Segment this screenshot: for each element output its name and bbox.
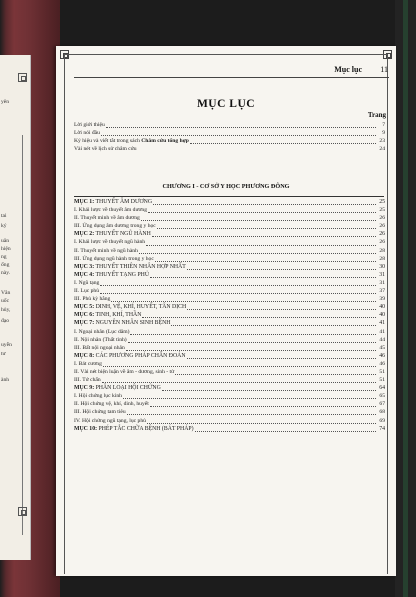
toc-entry-text — [74, 295, 110, 303]
leader-dots — [100, 280, 376, 286]
toc-entry[interactable] — [74, 247, 385, 255]
section-title: III. Hội chứng tam tiêu — [74, 409, 126, 416]
toc-entry[interactable] — [74, 206, 385, 214]
toc-entry[interactable] — [74, 121, 385, 129]
page-number: 11 — [380, 65, 388, 74]
toc-entry-page: 74 — [379, 425, 385, 432]
toc-entry-page: 65 — [379, 393, 385, 400]
left-page-fragment: uyễn — [1, 342, 12, 348]
section-title: THUYẾT NGŨ HÀNH — [94, 231, 151, 238]
toc-entry-text — [74, 238, 145, 246]
left-page-fragment: Văn — [1, 290, 11, 296]
toc-page — [56, 46, 396, 576]
frame-line-top — [64, 54, 388, 55]
section-label: MỤC 1: — [74, 199, 95, 205]
toc-entry[interactable] — [74, 417, 385, 425]
section-label: MỤC 10: — [74, 425, 98, 432]
corner-ornament — [18, 73, 27, 82]
section-title: NGUYÊN NHÂN SINH BỆNH — [94, 320, 171, 327]
toc-entry-page: 41 — [379, 320, 385, 327]
page-column-label: Trang — [367, 111, 386, 119]
toc-entry[interactable] — [74, 400, 385, 408]
section-title: III. Tứ chẩn — [74, 377, 101, 384]
toc-entry-text: Lời giới thiệu — [74, 122, 105, 128]
section-title: I. Khái lược về thuyết âm dương — [74, 207, 148, 214]
left-page-fragment: hủy, — [1, 307, 11, 313]
toc-section-entry[interactable] — [74, 384, 385, 392]
toc-entry[interactable] — [74, 238, 385, 246]
left-page-fragment: tư — [1, 351, 6, 357]
chapter-heading: CHƯƠNG I - CƠ SỞ Y HỌC PHƯƠNG ĐÔNG — [162, 183, 290, 190]
toc-entry-page: 26 — [379, 231, 385, 238]
section-title: II. Thuyết minh về âm dương — [74, 215, 140, 222]
toc-entry-text — [74, 336, 127, 344]
toc-entry-text — [74, 352, 186, 360]
front-matter-list — [74, 121, 385, 153]
toc-entry-text — [74, 271, 149, 279]
toc-entry-page: 51 — [379, 368, 385, 375]
section-title: II. Lục phủ — [74, 288, 100, 295]
corner-ornament — [18, 507, 27, 516]
toc-entry-text — [74, 384, 161, 392]
toc-entry-page: 40 — [379, 312, 385, 319]
toc-entry-page: 67 — [379, 401, 385, 408]
toc-entry-text — [74, 425, 194, 433]
leader-dots — [150, 401, 376, 407]
toc-entry-page: 44 — [379, 336, 385, 343]
toc-entry[interactable] — [74, 336, 385, 344]
toc-entry[interactable] — [74, 137, 385, 145]
toc-entry-page: 46 — [379, 352, 385, 359]
toc-section-entry[interactable] — [74, 425, 385, 433]
section-label: MỤC 7: — [74, 320, 95, 327]
toc-entry-text — [74, 400, 149, 408]
toc-entry[interactable] — [74, 344, 385, 352]
toc-entry-page: 41 — [379, 328, 385, 335]
toc-section-entry[interactable] — [74, 311, 385, 319]
running-title: Mục lục — [334, 65, 362, 74]
toc-entry-text — [74, 137, 189, 145]
left-page-fragment: này. — [1, 270, 11, 276]
leader-dots — [187, 304, 376, 310]
toc-entry-text — [74, 408, 126, 416]
toc-entry-page: 23 — [379, 138, 385, 145]
toc-entry-page: 45 — [379, 344, 385, 351]
toc-entry[interactable] — [74, 214, 385, 222]
leader-dots — [175, 369, 376, 375]
section-title: DINH, VỆ, KHÍ, HUYẾT, TÂN DỊCH — [94, 304, 187, 311]
toc-entry-page: 24 — [379, 146, 385, 153]
toc-entry-page: 7 — [382, 122, 385, 128]
leader-dots — [127, 409, 376, 415]
leader-dots — [126, 345, 376, 351]
section-label: MỤC 8: — [74, 352, 95, 359]
leader-dots — [111, 296, 376, 302]
toc-entry-text — [74, 255, 154, 263]
leader-dots — [142, 312, 376, 318]
toc-entry[interactable] — [74, 129, 385, 137]
leader-dots — [187, 264, 376, 270]
section-title: II. Nội nhân (Thất tình) — [74, 336, 127, 343]
leader-dots — [106, 122, 376, 128]
toc-entry-page: 64 — [379, 385, 385, 392]
toc-entry-text: Lời nói đầu — [74, 130, 100, 137]
leader-dots — [103, 361, 376, 367]
leader-dots — [171, 320, 376, 326]
toc-entry[interactable] — [74, 392, 385, 400]
left-page-fragment: yên — [1, 99, 10, 105]
toc-entry-text — [74, 311, 141, 319]
section-title: II. Thuyết minh về ngũ hành — [74, 247, 138, 254]
toc-entry-page: 69 — [379, 417, 385, 424]
left-page-fragment: ành — [1, 377, 10, 383]
toc-entry[interactable] — [74, 279, 385, 287]
left-page-fragment: hiện — [1, 246, 11, 252]
left-page-fragment: ký — [1, 223, 7, 229]
toc-section-entry[interactable] — [74, 319, 385, 327]
left-page-fragment: ng — [1, 254, 7, 260]
left-page-frame-line — [22, 135, 23, 535]
leader-dots — [155, 256, 376, 262]
leader-dots — [162, 385, 376, 391]
toc-entry-text — [74, 198, 152, 206]
toc-entry-page: 26 — [379, 239, 385, 246]
section-title: III. Bất nội ngoại nhân — [74, 344, 125, 351]
section-title: I. Khái lược về thuyết ngũ hành — [74, 239, 146, 246]
toc-entry-page: 39 — [379, 296, 385, 303]
toc-entry-text — [74, 222, 156, 230]
section-label: MỤC 3: — [74, 263, 95, 270]
toc-entry[interactable] — [74, 376, 385, 384]
leader-dots — [147, 418, 376, 424]
toc-entry-page: 9 — [382, 130, 385, 137]
chapter-rule — [74, 196, 384, 197]
toc-entry-text — [74, 279, 99, 287]
section-title: TINH, KHÍ, THẦN — [94, 312, 142, 319]
toc-entry-text — [74, 392, 122, 400]
leader-dots — [138, 147, 376, 152]
toc-entry[interactable] — [74, 360, 385, 368]
left-page-fragment: ống — [1, 262, 10, 268]
leader-dots — [100, 288, 376, 294]
chapter-entries-list — [74, 198, 385, 433]
section-label: MỤC 2: — [74, 231, 95, 238]
section-title: THUYẾT TẠNG PHỦ — [94, 271, 150, 278]
section-title: THUYẾT THIÊN NHÂN HỢP NHẤT — [94, 263, 186, 270]
background-strip — [403, 0, 408, 597]
section-title: I. Bát cương — [74, 360, 102, 367]
section-title: PHÉP TẮC CHỮA BỆNH (BÁT PHÁP) — [97, 425, 194, 432]
section-title: I. Ngoại nhân (Lục dâm) — [74, 328, 130, 335]
toc-entry-page: 40 — [379, 304, 385, 311]
toc-entry-page: 30 — [379, 263, 385, 270]
section-label: MỤC 4: — [74, 271, 95, 278]
section-title: IV. Hội chứng ngũ tạng, lục phủ — [74, 417, 146, 424]
toc-entry[interactable] — [74, 295, 385, 303]
leader-dots — [152, 231, 376, 237]
section-title: PHÂN LOẠI HỘI CHỨNG — [94, 385, 161, 392]
toc-entry-page: 28 — [379, 247, 385, 254]
toc-entry[interactable] — [74, 222, 385, 230]
toc-entry-page: 28 — [379, 255, 385, 262]
toc-entry-page: 31 — [379, 279, 385, 286]
leader-dots — [102, 377, 376, 383]
frame-line-left — [64, 54, 65, 574]
toc-entry-page: 26 — [379, 223, 385, 230]
frame-line-right — [387, 54, 388, 574]
section-title: CÁC PHƯƠNG PHÁP CHẨN ĐOÁN — [94, 352, 186, 359]
toc-entry-text — [74, 247, 138, 255]
leader-dots — [101, 130, 376, 136]
toc-entry-text — [74, 287, 99, 295]
left-page — [0, 55, 31, 560]
toc-section-entry[interactable] — [74, 198, 385, 206]
leader-dots — [128, 337, 376, 343]
toc-entry-text — [74, 417, 146, 425]
page-title: MỤC LỤC — [196, 98, 256, 110]
toc-section-entry[interactable] — [74, 303, 385, 311]
toc-entry-text — [74, 368, 174, 376]
section-title: II. Vài nét biện luận về âm - dương, sinh - tử — [74, 368, 175, 375]
toc-entry[interactable] — [74, 145, 385, 153]
toc-entry[interactable] — [74, 328, 385, 336]
section-label: MỤC 6: — [74, 312, 95, 319]
leader-dots — [190, 138, 376, 144]
leader-dots — [150, 272, 376, 278]
toc-entry-text — [74, 206, 147, 214]
leader-dots — [153, 199, 376, 205]
toc-section-entry[interactable] — [74, 352, 385, 360]
toc-section-entry[interactable] — [74, 263, 385, 271]
toc-entry-text — [74, 328, 129, 336]
left-page-fragment: uốc — [1, 298, 10, 304]
toc-entry-page: 37 — [379, 288, 385, 295]
leader-dots — [187, 353, 376, 359]
toc-entry-text — [74, 230, 151, 238]
leader-dots — [195, 426, 376, 432]
toc-entry-text — [74, 376, 101, 384]
toc-entry[interactable] — [74, 408, 385, 416]
leader-dots — [123, 393, 376, 399]
toc-entry-page: 46 — [379, 360, 385, 367]
toc-entry-text — [74, 263, 186, 271]
section-title: I. Ngũ tạng — [74, 279, 100, 286]
section-label: MỤC 5: — [74, 304, 95, 311]
toc-entry-text — [74, 319, 170, 327]
toc-entry-text — [74, 214, 140, 222]
section-title: THUYẾT ÂM DƯƠNG — [94, 199, 153, 205]
leader-dots — [157, 223, 376, 229]
toc-entry-text-bold: Châm cứu tổng hợp — [141, 138, 189, 145]
toc-entry-page: 25 — [379, 199, 385, 205]
toc-entry-page: 26 — [379, 215, 385, 222]
toc-entry-page: 25 — [379, 207, 385, 214]
leader-dots — [130, 329, 376, 335]
leader-dots — [141, 215, 376, 221]
leader-dots — [139, 248, 376, 254]
leader-dots — [146, 240, 376, 246]
toc-entry-page: 68 — [379, 409, 385, 416]
header-rule — [74, 77, 389, 78]
left-page-fragment: uân — [1, 238, 10, 244]
toc-entry[interactable] — [74, 368, 385, 376]
toc-entry-page: 51 — [379, 377, 385, 384]
section-title: III. Ứng dụng ngũ hành trong y học — [74, 255, 154, 262]
toc-entry-page: 31 — [379, 271, 385, 278]
left-page-fragment: đạo — [1, 318, 10, 324]
section-title: III. Phủ kỳ hằng — [74, 296, 111, 303]
toc-entry-text — [74, 344, 125, 352]
section-title: I. Hội chứng lục kinh — [74, 393, 122, 400]
toc-section-entry[interactable] — [74, 271, 385, 279]
toc-entry-text-plain: Ký hiệu và viết tắt trong sách — [74, 138, 142, 145]
section-label: MỤC 9: — [74, 385, 95, 392]
section-title: III. Ứng dụng âm dương trong y học — [74, 223, 156, 230]
left-page-fragment: tai — [1, 213, 7, 219]
section-title: II. Hội chứng vệ, khí, dinh, huyết — [74, 401, 149, 408]
leader-dots — [148, 207, 376, 213]
toc-entry-text — [74, 360, 102, 368]
toc-section-entry[interactable] — [74, 230, 385, 238]
toc-entry-text: Vài nét về lịch sử châm cứu — [74, 146, 137, 153]
toc-entry-text — [74, 303, 186, 311]
toc-entry[interactable] — [74, 255, 385, 263]
toc-entry[interactable] — [74, 287, 385, 295]
